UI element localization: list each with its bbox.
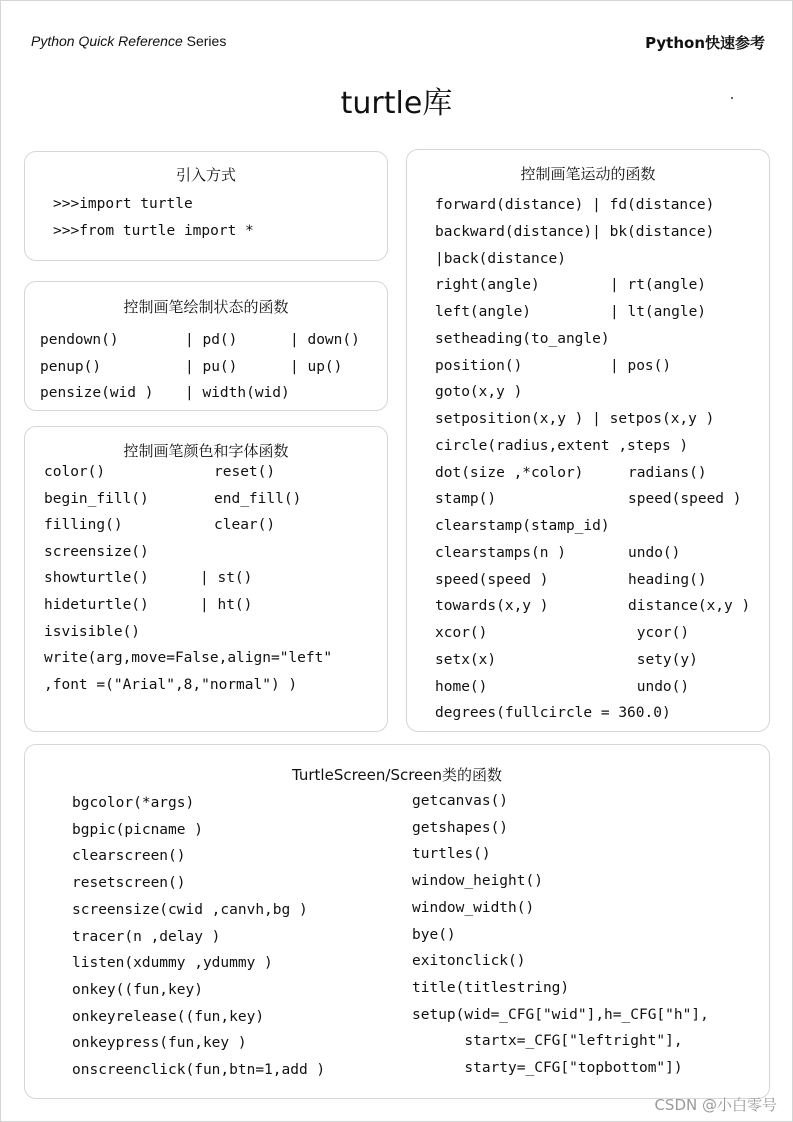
screen-box-title: TurtleScreen/Screen类的函数	[291, 766, 503, 784]
pen-state-cell: pendown()	[40, 332, 119, 348]
motion-cell: clearstamp(stamp_id)	[435, 518, 610, 534]
color-font-cell: filling()	[44, 517, 123, 534]
import-box	[24, 151, 388, 261]
motion-cell: undo()	[628, 544, 681, 561]
motion-cell: undo()	[628, 678, 690, 695]
screen-left-cell: resetscreen()	[72, 875, 186, 892]
motion-cell: setx(x)	[435, 651, 497, 668]
motion-cell: xcor()	[435, 625, 488, 641]
color-font-cell: showturtle()	[44, 570, 149, 587]
motion-cell: setposition(x,y ) | setpos(x,y )	[435, 411, 715, 427]
motion-cell: degrees(fullcircle = 360.0)	[435, 705, 671, 722]
color-font-cell: begin_fill()	[44, 490, 149, 507]
series-label-italic: Python Quick Reference	[31, 33, 183, 49]
motion-cell: goto(x,y )	[435, 384, 523, 401]
import-line: >>>from turtle import *	[53, 223, 254, 239]
screen-left-cell: onkeyrelease((fun,key)	[72, 1008, 265, 1025]
screen-left-cell: clearscreen()	[72, 848, 186, 865]
motion-box-title: 控制画笔运动的函数	[520, 165, 656, 183]
pen-state-cell: penup()	[40, 358, 102, 375]
pen-state-cell: | pd()	[185, 332, 238, 348]
motion-cell: speed(speed )	[435, 571, 549, 588]
color-font-box	[24, 426, 388, 732]
motion-cell: setheading(to_angle)	[435, 330, 610, 347]
screen-box	[24, 744, 770, 1099]
screen-left-cell: onkeypress(fun,key )	[72, 1035, 247, 1052]
screen-right-cell: bye()	[412, 926, 456, 943]
color-font-cell: ,font =("Arial",8,"normal") )	[44, 676, 298, 693]
screen-right-cell: title(titlestring)	[412, 979, 570, 996]
pen-state-cell: | pu()	[185, 358, 238, 375]
motion-cell: ycor()	[628, 625, 690, 641]
screen-right-cell: getshapes()	[412, 819, 509, 836]
series-label-cn: Python快速参考	[645, 34, 765, 52]
motion-cell: forward(distance) | fd(distance)	[435, 197, 715, 213]
color-font-cell: end_fill()	[214, 490, 302, 507]
motion-cell: left(angle)	[435, 304, 532, 320]
page-title: turtle库	[340, 86, 453, 121]
import-line: >>>import turtle	[53, 196, 193, 212]
screen-left-cell: onscreenclick(fun,btn=1,add )	[72, 1062, 326, 1078]
series-label	[31, 33, 226, 49]
motion-cell: home()	[435, 678, 488, 695]
screen-right-cell: getcanvas()	[412, 793, 509, 809]
motion-cell: |back(distance)	[435, 250, 566, 267]
screen-left-cell: bgpic(picname )	[72, 821, 203, 838]
color-font-cell: screensize()	[44, 543, 149, 560]
motion-cell: position()	[435, 357, 523, 374]
stray-dot	[731, 97, 733, 99]
motion-cell: | rt(angle)	[610, 277, 707, 294]
screen-left-cell: tracer(n ,delay )	[72, 928, 221, 945]
screen-right-cell: setup(wid=_CFG["wid"],h=_CFG["h"],	[412, 1006, 709, 1023]
color-font-cell: write(arg,move=False,align="left"	[44, 650, 333, 667]
pen-state-cell: pensize(wid )	[40, 385, 154, 401]
screen-right-cell: starty=_CFG["topbottom"])	[412, 1060, 683, 1076]
motion-cell: | lt(angle)	[610, 304, 707, 320]
screen-right-cell: exitonclick()	[412, 953, 526, 970]
color-font-cell: hideturtle()	[44, 597, 149, 613]
color-font-cell: clear()	[214, 517, 276, 534]
motion-cell: | pos()	[610, 357, 672, 374]
pen-state-box-title: 控制画笔绘制状态的函数	[123, 298, 289, 316]
screen-right-cell: startx=_CFG["leftright"],	[412, 1033, 683, 1050]
screen-right-cell: turtles()	[412, 846, 491, 863]
motion-cell: dot(size ,*color)	[435, 464, 584, 481]
series-label-plain: Series	[182, 33, 227, 49]
color-font-cell: | ht()	[200, 597, 253, 613]
screen-right-cell: window_height()	[412, 873, 543, 890]
pen-state-cell: | down()	[290, 332, 360, 348]
screen-left-cell: onkey((fun,key)	[72, 981, 203, 998]
motion-cell: heading()	[628, 571, 707, 588]
motion-cell: backward(distance)| bk(distance)	[435, 223, 715, 240]
screen-left-cell: bgcolor(*args)	[72, 795, 195, 811]
screen-right-cell: window_width()	[412, 899, 535, 916]
screen-left-cell: screensize(cwid ,canvh,bg )	[72, 901, 308, 918]
motion-cell: stamp()	[435, 491, 497, 508]
color-font-cell: reset()	[214, 464, 276, 480]
motion-cell: sety(y)	[628, 651, 698, 668]
motion-cell: circle(radius,extent ,steps )	[435, 437, 689, 454]
color-font-cell: isvisible()	[44, 623, 141, 640]
motion-cell: distance(x,y )	[628, 598, 751, 615]
color-font-cell: | st()	[200, 570, 253, 587]
color-font-box-title: 控制画笔颜色和字体函数	[123, 442, 289, 460]
motion-cell: right(angle)	[435, 277, 540, 294]
screen-left-cell: listen(xdummy ,ydummy )	[72, 955, 273, 972]
motion-cell: clearstamps(n )	[435, 544, 566, 561]
motion-cell: radians()	[628, 464, 707, 481]
color-font-cell: color()	[44, 464, 106, 480]
import-box-title: 引入方式	[175, 166, 236, 184]
watermark: CSDN @小白零号	[654, 1096, 777, 1114]
motion-cell: towards(x,y )	[435, 598, 549, 615]
motion-box	[406, 149, 770, 732]
pen-state-cell: | width(wid)	[185, 385, 290, 401]
pen-state-cell: | up()	[290, 358, 343, 375]
motion-cell: speed(speed )	[628, 491, 742, 508]
pen-state-box	[24, 281, 388, 411]
